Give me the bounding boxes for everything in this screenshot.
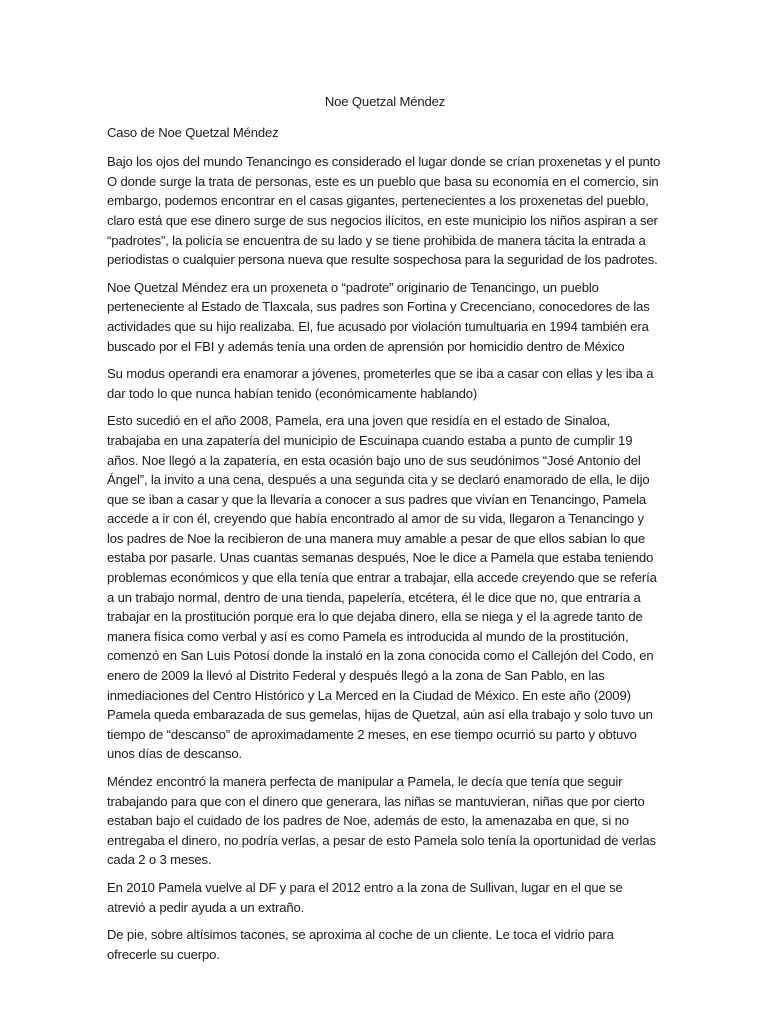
paragraph-intro-tenancingo: Bajo los ojos del mundo Tenancingo es considerado el lugar donde se crían proxenetas y el punto O donde surge la trata de personas, este es un pueblo que basa su economía en el comercio, sin embargo, podemos encontrar en el casas gigantes, pertenecientes a los proxenetas del pueblo, claro está que ese dinero surge de sus negocios ilícitos, en este municipio los niños aspiran a ser “padrotes”, la policía se encuentra de su lado y se tiene prohibida de manera tácita la entrada a periodistas o cualquier persona nueva que resulte sospechosa para la seguridad de los padrotes.	[107, 154, 661, 268]
paragraph-closing: De pie, sobre altísimos tacones, se aproxima al coche de un cliente. Le toca el vidrio para ofrecerle su cuerpo.	[107, 927, 614, 962]
document-body	[107, 92, 663, 972]
document-heading: Caso de Noe Quetzal Méndez	[107, 124, 279, 140]
paragraph-pamela-story: Esto sucedió en el año 2008, Pamela, era una joven que residía en el estado de Sinaloa, trabajaba en una zapatería del municipio de Escuinapa cuando estaba a punto de cumplir 19 años. Noe llegó a la zapatería, en esta ocasión bajo uno de sus seudónimos “José Antonio del Ángel”, la invito a una cena, después a una segunda cita y se declaró enamorado de ella, le dijo que se iban a casar y que la llevaría a conocer a sus padres que vivían en Tenancingo, Pamela accede a ir con él, creyendo que había encontrado al amor de su vida, llegaron a Tenancingo y los padres de Noe la recibieron de una manera muy amable a pesar de que ellos sabían lo que estaba por pasarle. Unas cuantas semanas después, Noe le dice a Pamela que estaba teniendo problemas económicos y que ella tenía que entrar a trabajar, ella accede creyendo que se refería a un trabajo normal, dentro de una tienda, papelería, etcétera, él le dice que no, que entraría a trabajar en la prostitución porque era lo que dejaba dinero, ella se niega y el la agrede tanto de manera física como verbal y así es como Pamela es introducida al mundo de la prostitución, comenzó en San Luis Potosí donde la instaló en la zona conocida como el Callejón del Codo, en enero de 2009 la llevó al Distrito Federal y después llegó a la zona de San Pablo, en las inmediaciones del Centro Histórico y La Merced en la Ciudad de México. En este año (2009) Pamela queda embarazada de sus gemelas, hijas de Quetzal, aún así ella trabajo y solo tuvo un tiempo de “descanso” de aproximadamente 2 meses, en ese tiempo ocurrió su parto y obtuvo unos días de descanso.	[107, 413, 657, 762]
paragraph-sullivan: En 2010 Pamela vuelve al DF y para el 2012 entro a la zona de Sullivan, lugar en el que se atrevió a pedir ayuda a un extraño.	[107, 879, 623, 915]
paragraph-noe-background: Noe Quetzal Méndez era un proxeneta o “padrote” originario de Tenancingo, un pueblo perteneciente al Estado de Tlaxcala, sus padres son Fortina y Crecenciano, conocedores de las actividades que su hijo realizaba. El, fue acusado por violación tumultuaria en 1994 también era buscado por el FBI y además tenía una orden de aprensión por homicidio dentro de México	[107, 279, 650, 354]
paragraph-manipulation: Méndez encontró la manera perfecta de manipular a Pamela, le decía que tenía que seguir trabajando para que con el dinero que generara, las niñas se mantuvieran, niñas que por cierto estaban bajo el cuidado de los padres de Noe, además de esto, la amenazaba en que, si no entregaba el dinero, no podría verlas, a pesar de esto Pamela solo tenía la oportunidad de verlas cada 2 o 3 meses.	[107, 774, 656, 868]
paragraph-modus-operandi: Su modus operandi era enamorar a jóvenes, prometerles que se iba a casar con ellas y les iba a dar todo lo que nunca habían tenido (económicamente hablando)	[107, 366, 654, 401]
document-title: Noe Quetzal Méndez	[324, 94, 446, 109]
